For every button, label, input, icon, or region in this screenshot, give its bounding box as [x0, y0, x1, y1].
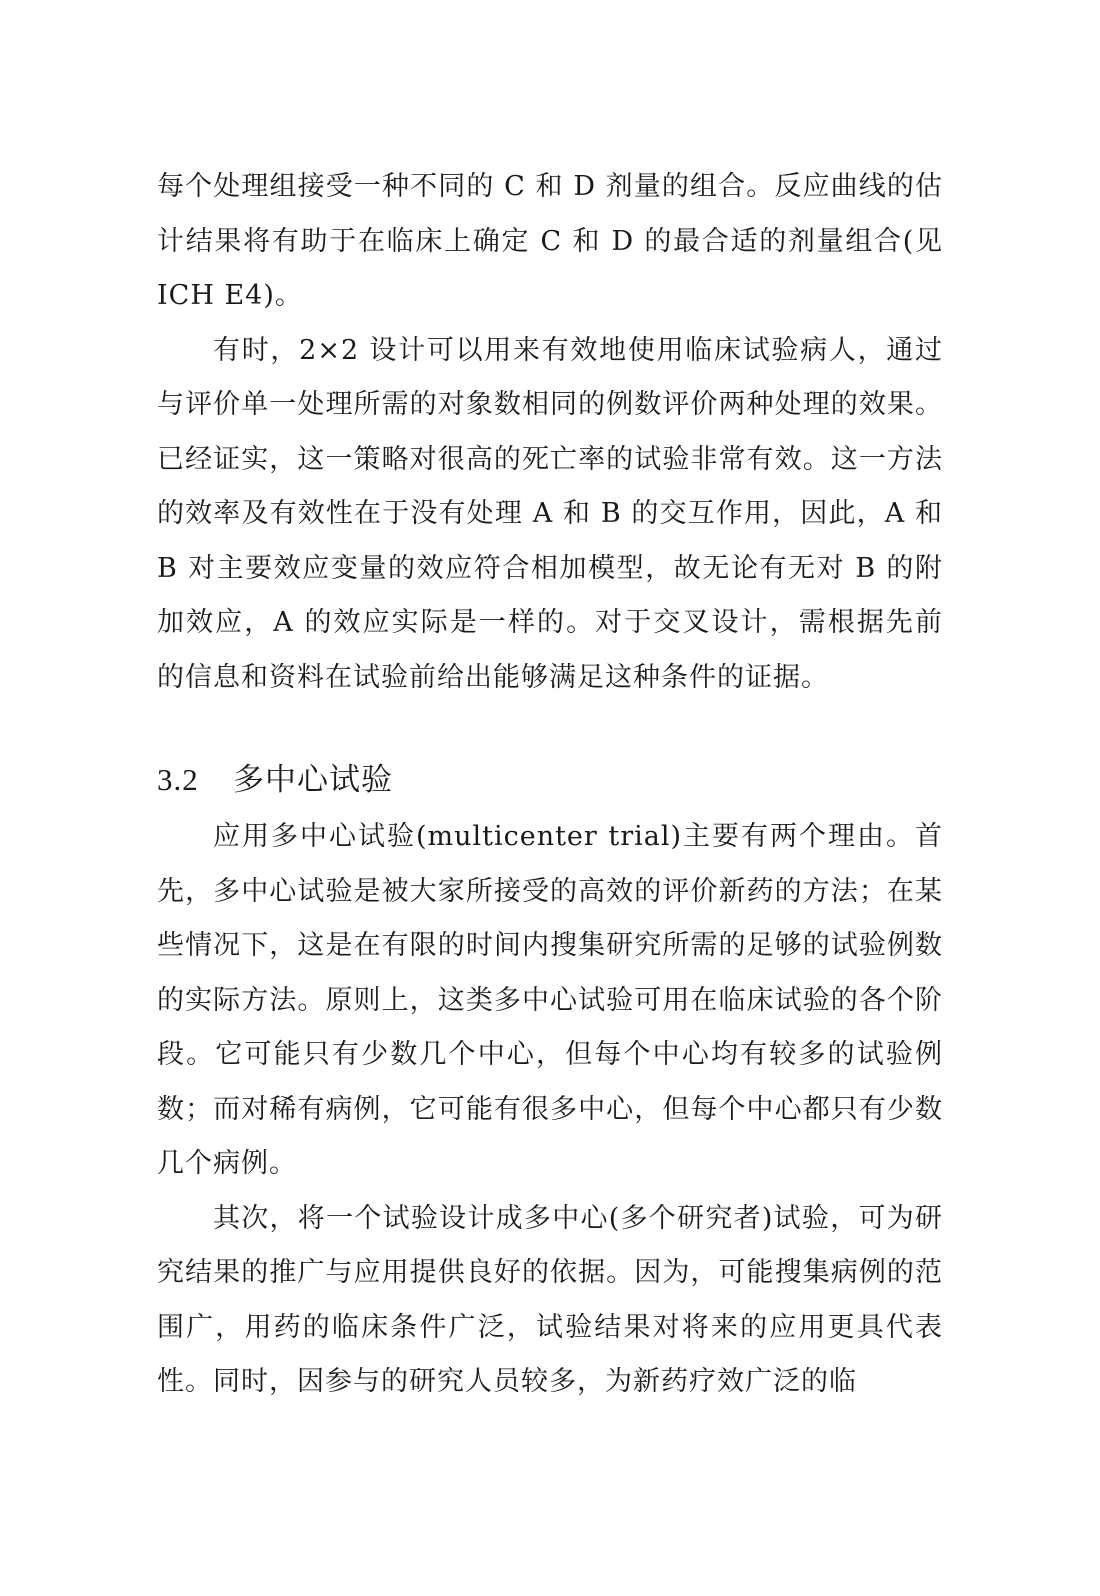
- section-number: 3.2: [157, 762, 199, 797]
- section-title: 多中心试验: [233, 762, 393, 798]
- section-heading: [157, 750, 943, 810]
- paragraph-multicenter-reason-one: 应用多中心试验(multicenter trial)主要有两个理由。首先，多中心试验是被大家所接受的高效的评价新药的方法；在某些情况下，这是在有限的时间内搜集研究所需的足够的试验例数的实际方法。原则上，这类多中心试验可用在临床试验的各个阶段。它可能只有少数几个中心，但每个中心均有较多的试验例数；而对稀有病例，它可能有很多中心，但每个中心都只有少数几个病例。: [157, 821, 943, 1179]
- paragraph-dose-combination: 每个处理组接受一种不同的 C 和 D 剂量的组合。反应曲线的估计结果将有助于在临床上确定 C 和 D 的最合适的剂量组合(见 ICH E4)。: [157, 171, 943, 311]
- paragraph-factorial-design: 有时，2×2 设计可以用来有效地使用临床试验病人，通过与评价单一处理所需的对象数相同的例数评价两种处理的效果。已经证实，这一策略对很高的死亡率的试验非常有效。这一方法的效率及有效性在于没有处理 A 和 B 的交互作用，因此，A 和 B 对主要效应变量的效应符合相加模型，故无论有无对 B 的附加效应，A 的效应实际是一样的。对于交叉设计，需根据先前的信息和资料在试验前给出能够满足这种条件的证据。: [157, 334, 943, 693]
- paragraph-multicenter-reason-two: 其次，将一个试验设计成多中心(多个研究者)试验，可为研究结果的推广与应用提供良好的依据。因为，可能搜集病例的范围广，用药的临床条件广泛，试验结果对将来的应用更具代表性。同时，因参与的研究人员较多，为新药疗效广泛的临: [157, 1202, 943, 1397]
- document-page: [157, 160, 943, 1410]
